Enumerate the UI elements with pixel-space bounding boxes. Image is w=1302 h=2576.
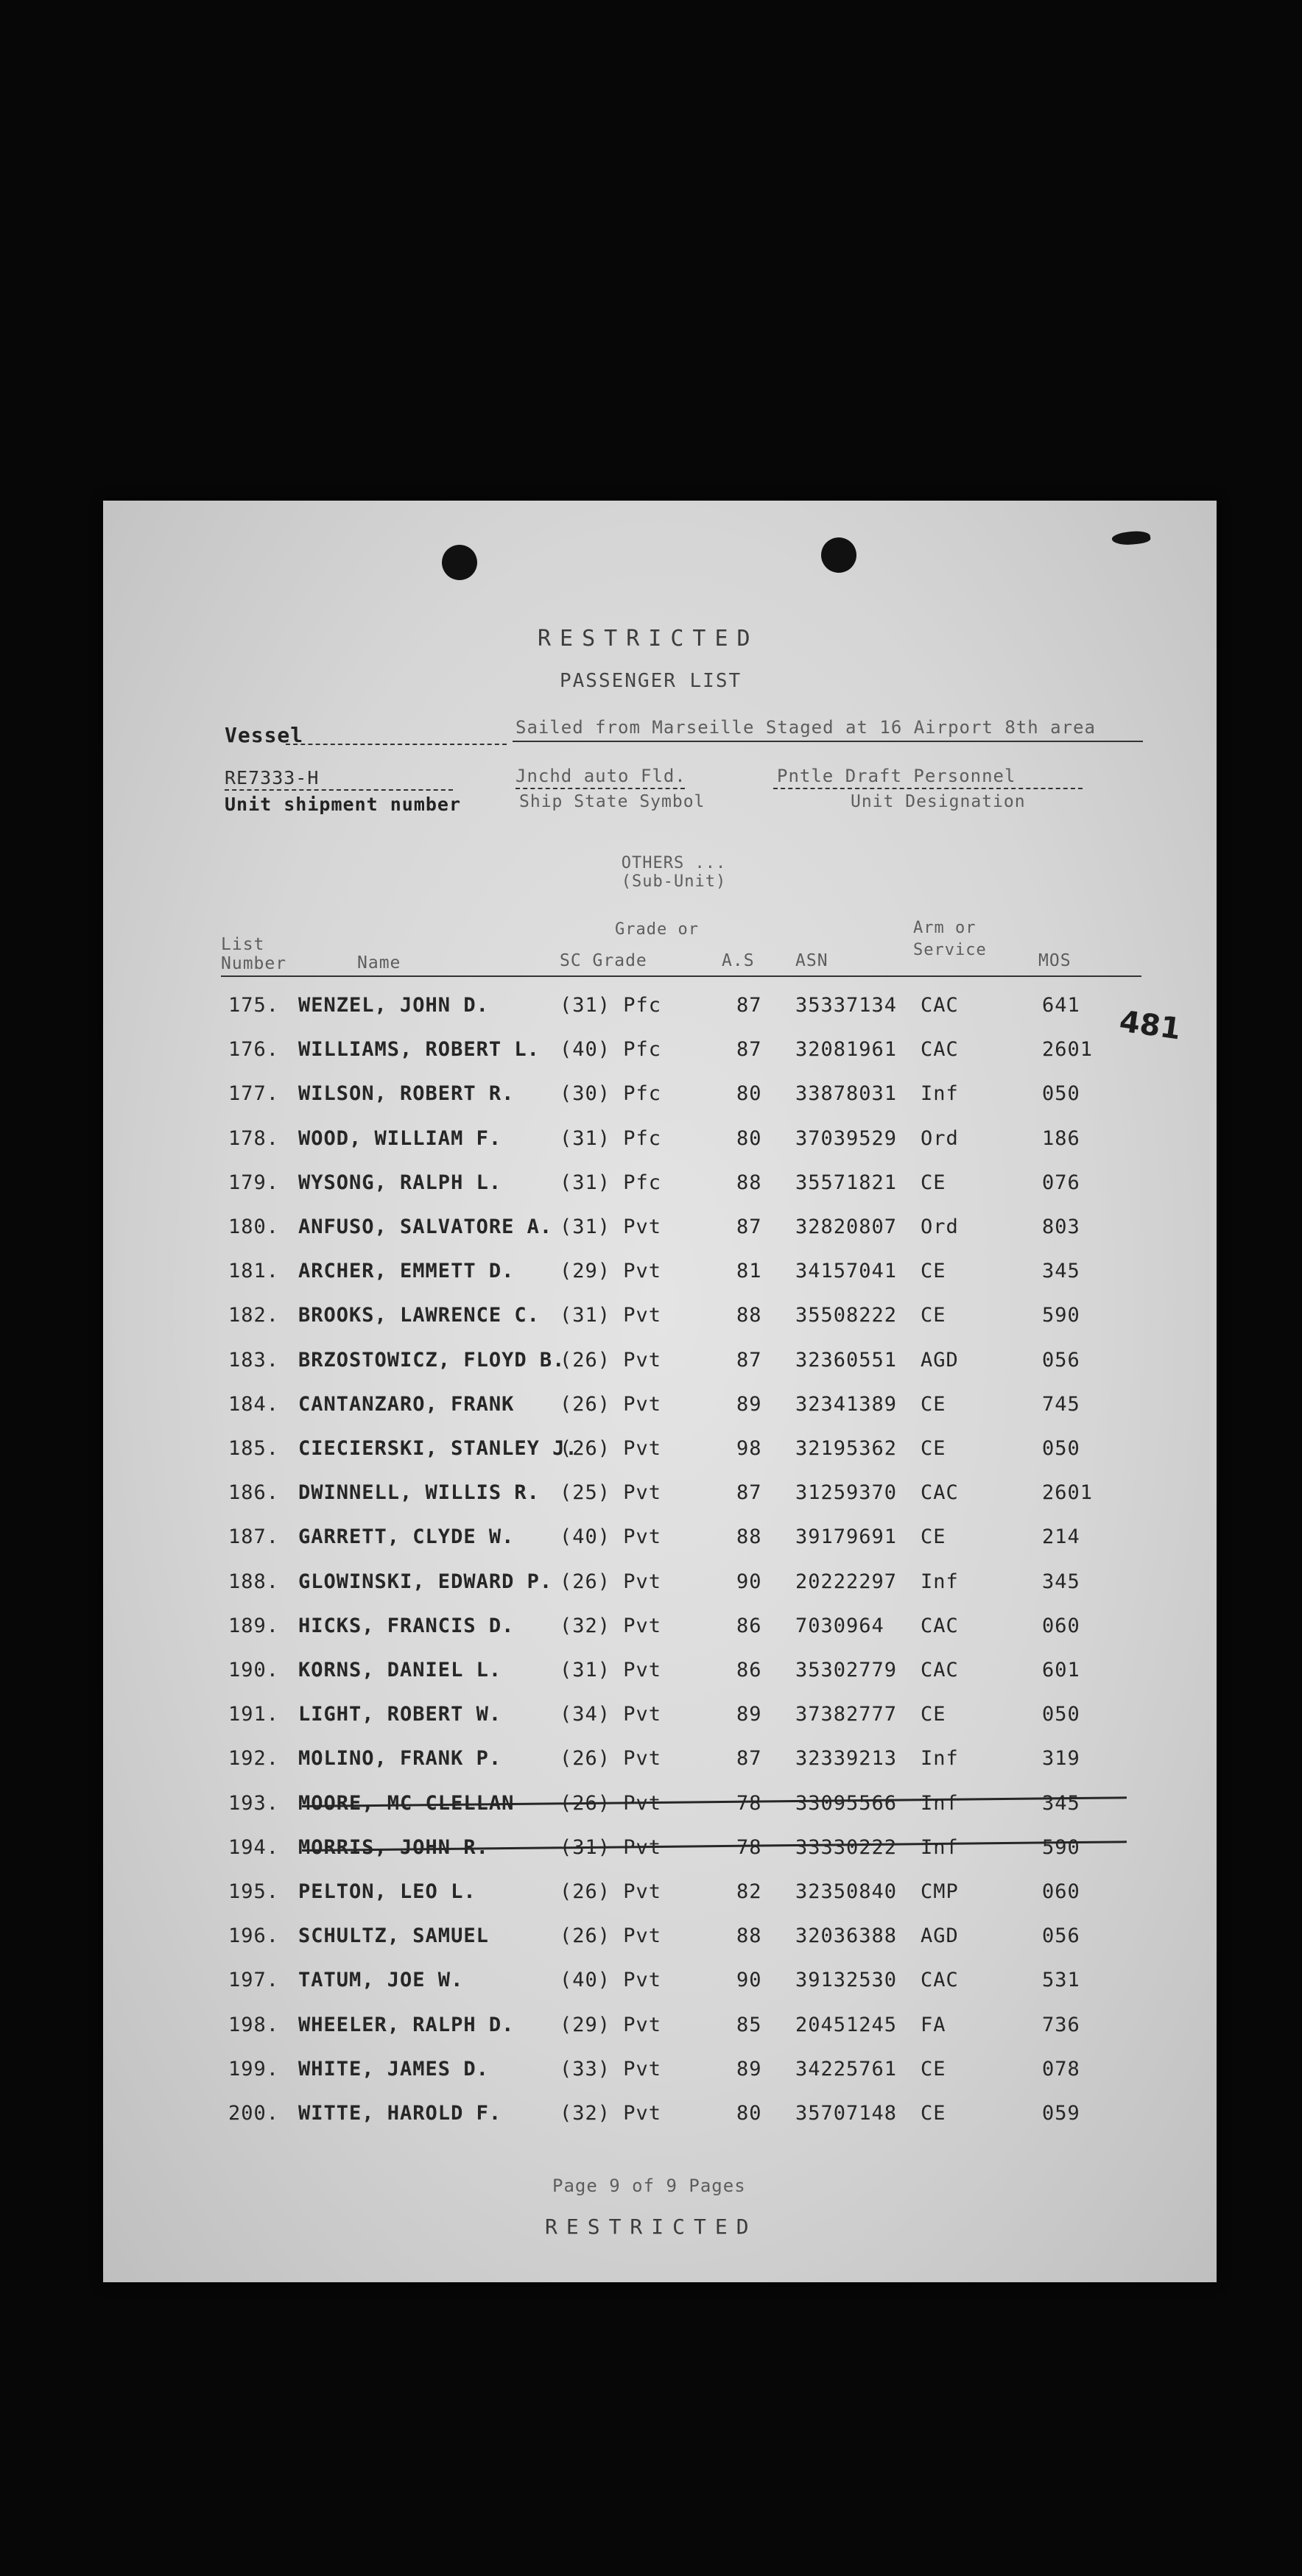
passenger-name: HICKS, FRANCIS D. xyxy=(298,1614,515,1637)
list-number: 180. xyxy=(228,1215,280,1238)
passenger-name: MOORE, MC CLELLAN xyxy=(298,1791,515,1815)
passenger-name: CANTANZARO, FRANK xyxy=(298,1392,515,1416)
grade: (26) Pvt xyxy=(560,1392,662,1416)
list-number: 179. xyxy=(228,1171,280,1194)
mos: 745 xyxy=(1042,1392,1080,1416)
serial-number: 32350840 xyxy=(795,1880,898,1903)
list-number: 185. xyxy=(228,1437,280,1460)
score: 87 xyxy=(736,994,762,1017)
passenger-name: ANFUSO, SALVATORE A. xyxy=(298,1215,553,1238)
serial-number: 35337134 xyxy=(795,994,898,1017)
passenger-name: WOOD, WILLIAM F. xyxy=(298,1126,502,1150)
arm-or-service: Inf xyxy=(921,1791,959,1815)
col-mos: MOS xyxy=(1038,951,1071,970)
passenger-name: GLOWINSKI, EDWARD P. xyxy=(298,1570,553,1593)
score: 87 xyxy=(736,1747,762,1771)
arm-or-service: CAC xyxy=(921,1969,959,1992)
list-number: 181. xyxy=(228,1260,280,1283)
list-number: 182. xyxy=(228,1304,280,1327)
score: 89 xyxy=(736,1392,762,1416)
grade: (26) Pvt xyxy=(560,1747,662,1771)
mos: 601 xyxy=(1042,1659,1080,1682)
mos: 050 xyxy=(1042,1437,1080,1460)
grade: (31) Pvt xyxy=(560,1659,662,1682)
score: 80 xyxy=(736,1126,762,1150)
passenger-name: WILSON, ROBERT R. xyxy=(298,1082,515,1106)
arm-or-service: CMP xyxy=(921,1880,959,1903)
score: 80 xyxy=(736,2102,762,2125)
passenger-name: PELTON, LEO L. xyxy=(298,1880,476,1903)
col-ags: A.S xyxy=(722,951,755,970)
list-number: 194. xyxy=(228,1835,280,1859)
arm-or-service: Ord xyxy=(921,1126,959,1150)
passenger-name: MORRIS, JOHN R. xyxy=(298,1835,489,1859)
mos: 2601 xyxy=(1042,1481,1094,1505)
grade: (31) Pfc xyxy=(560,1126,662,1150)
arm-or-service: Ord xyxy=(921,1215,959,1238)
passenger-name: GARRETT, CLYDE W. xyxy=(298,1525,515,1549)
grade: (29) Pvt xyxy=(560,1260,662,1283)
list-number: 190. xyxy=(228,1659,280,1682)
punch-hole xyxy=(821,537,856,573)
score: 82 xyxy=(736,1880,762,1903)
grade: (30) Pfc xyxy=(560,1082,662,1106)
col-list-number: List Number xyxy=(221,935,287,973)
mos: 736 xyxy=(1042,2013,1080,2036)
score: 87 xyxy=(736,1038,762,1062)
vessel-value-underline xyxy=(513,741,1143,742)
score: 90 xyxy=(736,1570,762,1593)
grade: (25) Pvt xyxy=(560,1481,662,1505)
score: 90 xyxy=(736,1969,762,1992)
score: 85 xyxy=(736,2013,762,2036)
document-title: RESTRICTED xyxy=(538,626,759,652)
serial-number: 32341389 xyxy=(795,1392,898,1416)
unit-designation-underline xyxy=(773,788,1083,789)
grade: (33) Pvt xyxy=(560,2057,662,2081)
passenger-name: KORNS, DANIEL L. xyxy=(298,1659,502,1682)
score: 87 xyxy=(736,1348,762,1372)
page-stamp-number: 481 xyxy=(1117,1004,1183,1047)
score: 88 xyxy=(736,1924,762,1948)
passenger-name: WHITE, JAMES D. xyxy=(298,2057,489,2081)
list-number: 177. xyxy=(228,1082,280,1106)
grade: (31) Pvt xyxy=(560,1835,662,1859)
passenger-name: TATUM, JOE W. xyxy=(298,1969,464,1992)
vessel-value: Sailed from Marseille Staged at 16 Airport 8th area xyxy=(515,717,1096,738)
grade: (32) Pvt xyxy=(560,2102,662,2125)
serial-number: 34157041 xyxy=(795,1260,898,1283)
passenger-name: WHEELER, RALPH D. xyxy=(298,2013,515,2036)
arm-or-service: CE xyxy=(921,2102,946,2125)
mos: 345 xyxy=(1042,1260,1080,1283)
arm-or-service: CE xyxy=(921,2057,946,2081)
state-symbol-underline xyxy=(515,788,685,789)
passenger-name: MOLINO, FRANK P. xyxy=(298,1747,502,1771)
serial-number: 37382777 xyxy=(795,1703,898,1726)
footer-restricted: RESTRICTED xyxy=(545,2215,758,2239)
score: 98 xyxy=(736,1437,762,1460)
list-number: 198. xyxy=(228,2013,280,2036)
grade: (31) Pvt xyxy=(560,1215,662,1238)
passenger-name: WILLIAMS, ROBERT L. xyxy=(298,1038,540,1062)
arm-or-service: CE xyxy=(921,1703,946,1726)
shipment-label: Unit shipment number xyxy=(225,794,462,815)
score: 89 xyxy=(736,1703,762,1726)
col-name: Name xyxy=(357,953,401,973)
arm-or-service: CAC xyxy=(921,1614,959,1637)
list-number: 189. xyxy=(228,1614,280,1637)
score: 78 xyxy=(736,1791,762,1815)
arm-or-service: Inf xyxy=(921,1835,959,1859)
document-subtitle: PASSENGER LIST xyxy=(560,670,742,692)
mos: 056 xyxy=(1042,1924,1080,1948)
grade: (40) Pvt xyxy=(560,1969,662,1992)
serial-number: 32036388 xyxy=(795,1924,898,1948)
serial-number: 35302779 xyxy=(795,1659,898,1682)
grade: (29) Pvt xyxy=(560,2013,662,2036)
score: 86 xyxy=(736,1614,762,1637)
serial-number: 32820807 xyxy=(795,1215,898,1238)
arm-or-service: CAC xyxy=(921,1481,959,1505)
score: 88 xyxy=(736,1171,762,1194)
passenger-name: WYSONG, RALPH L. xyxy=(298,1171,502,1194)
arm-or-service: Inf xyxy=(921,1570,959,1593)
serial-number: 32360551 xyxy=(795,1348,898,1372)
mos: 345 xyxy=(1042,1791,1080,1815)
grade: (26) Pvt xyxy=(560,1570,662,1593)
unit-designation: Pntle Draft Personnel xyxy=(777,766,1016,786)
serial-number: 20222297 xyxy=(795,1570,898,1593)
arm-or-service: CE xyxy=(921,1437,946,1460)
col-arm-top: Arm or xyxy=(913,919,977,937)
list-number: 183. xyxy=(228,1348,280,1372)
grade: (26) Pvt xyxy=(560,1880,662,1903)
grade: (26) Pvt xyxy=(560,1348,662,1372)
mos: 076 xyxy=(1042,1171,1080,1194)
mos: 186 xyxy=(1042,1126,1080,1150)
arm-or-service: CE xyxy=(921,1304,946,1327)
list-number: 193. xyxy=(228,1791,280,1815)
arm-or-service: CAC xyxy=(921,994,959,1017)
arm-or-service: CAC xyxy=(921,1659,959,1682)
list-number: 200. xyxy=(228,2102,280,2125)
list-number: 196. xyxy=(228,1924,280,1948)
score: 87 xyxy=(736,1215,762,1238)
arm-or-service: AGD xyxy=(921,1348,959,1372)
serial-number: 35571821 xyxy=(795,1171,898,1194)
ink-mark xyxy=(1111,529,1151,547)
serial-number: 37039529 xyxy=(795,1126,898,1150)
col-arm: Service xyxy=(913,941,987,959)
shipment-number: RE7333-H xyxy=(225,767,320,788)
passenger-name: LIGHT, ROBERT W. xyxy=(298,1703,502,1726)
list-number: 197. xyxy=(228,1969,280,1992)
score: 80 xyxy=(736,1082,762,1106)
list-number: 184. xyxy=(228,1392,280,1416)
grade: (40) Pvt xyxy=(560,1525,662,1549)
passenger-name: SCHULTZ, SAMUEL xyxy=(298,1924,489,1948)
serial-number: 7030964 xyxy=(795,1614,884,1637)
page-indicator: Page 9 of 9 Pages xyxy=(552,2176,746,2196)
state-symbol: Jnchd auto Fld. xyxy=(515,766,686,786)
mos: 059 xyxy=(1042,2102,1080,2125)
arm-or-service: CE xyxy=(921,1171,946,1194)
arm-or-service: CE xyxy=(921,1260,946,1283)
grade: (26) Pvt xyxy=(560,1924,662,1948)
grade: (31) Pfc xyxy=(560,994,662,1017)
passenger-name: BRZOSTOWICZ, FLOYD B. xyxy=(298,1348,566,1372)
passenger-name: DWINNELL, WILLIS R. xyxy=(298,1481,540,1505)
passenger-name: CIECIERSKI, STANLEY J. xyxy=(298,1437,578,1460)
group-title: OTHERS ... (Sub-Unit) xyxy=(621,854,727,891)
list-number: 176. xyxy=(228,1038,280,1062)
grade: (26) Pvt xyxy=(560,1437,662,1460)
serial-number: 39132530 xyxy=(795,1969,898,1992)
punch-hole xyxy=(442,545,477,580)
vessel-label: Vessel xyxy=(225,723,304,747)
serial-number: 33330222 xyxy=(795,1835,898,1859)
grade: (31) Pfc xyxy=(560,1171,662,1194)
mos: 531 xyxy=(1042,1969,1080,1992)
arm-or-service: FA xyxy=(921,2013,946,2036)
header-rule xyxy=(221,975,1141,977)
grade: (32) Pvt xyxy=(560,1614,662,1637)
serial-number: 20451245 xyxy=(795,2013,898,2036)
col-grade: SC Grade xyxy=(560,951,647,970)
arm-or-service: Inf xyxy=(921,1082,959,1106)
score: 78 xyxy=(736,1835,762,1859)
list-number: 192. xyxy=(228,1747,280,1771)
serial-number: 35707148 xyxy=(795,2102,898,2125)
score: 87 xyxy=(736,1481,762,1505)
score: 86 xyxy=(736,1659,762,1682)
list-number: 186. xyxy=(228,1481,280,1505)
list-number: 188. xyxy=(228,1570,280,1593)
list-number: 175. xyxy=(228,994,280,1017)
arm-or-service: CE xyxy=(921,1525,946,1549)
passenger-name: BROOKS, LAWRENCE C. xyxy=(298,1304,540,1327)
mos: 641 xyxy=(1042,994,1080,1017)
col-asn: ASN xyxy=(795,951,828,970)
arm-or-service: CAC xyxy=(921,1038,959,1062)
grade: (26) Pvt xyxy=(560,1791,662,1815)
grade: (31) Pvt xyxy=(560,1304,662,1327)
arm-or-service: Inf xyxy=(921,1747,959,1771)
serial-number: 39179691 xyxy=(795,1525,898,1549)
list-number: 199. xyxy=(228,2057,280,2081)
shipment-underline xyxy=(225,789,453,791)
col-grade-top: Grade or xyxy=(615,920,699,939)
mos: 078 xyxy=(1042,2057,1080,2081)
grade: (34) Pvt xyxy=(560,1703,662,1726)
serial-number: 35508222 xyxy=(795,1304,898,1327)
mos: 214 xyxy=(1042,1525,1080,1549)
arm-or-service: AGD xyxy=(921,1924,959,1948)
arm-or-service: CE xyxy=(921,1392,946,1416)
score: 88 xyxy=(736,1525,762,1549)
unit-designation-label: Unit Designation xyxy=(851,792,1026,811)
list-number: 178. xyxy=(228,1126,280,1150)
mos: 345 xyxy=(1042,1570,1080,1593)
passenger-name: WITTE, HAROLD F. xyxy=(298,2102,502,2125)
mos: 050 xyxy=(1042,1082,1080,1106)
serial-number: 32339213 xyxy=(795,1747,898,1771)
mos: 590 xyxy=(1042,1835,1080,1859)
mos: 319 xyxy=(1042,1747,1080,1771)
score: 88 xyxy=(736,1304,762,1327)
mos: 803 xyxy=(1042,1215,1080,1238)
score: 81 xyxy=(736,1260,762,1283)
mos: 050 xyxy=(1042,1703,1080,1726)
mos: 056 xyxy=(1042,1348,1080,1372)
mos: 590 xyxy=(1042,1304,1080,1327)
passenger-name: ARCHER, EMMETT D. xyxy=(298,1260,515,1283)
document-page xyxy=(103,501,1217,2282)
list-number: 191. xyxy=(228,1703,280,1726)
mos: 060 xyxy=(1042,1880,1080,1903)
grade: (40) Pfc xyxy=(560,1038,662,1062)
list-number: 195. xyxy=(228,1880,280,1903)
vessel-underline xyxy=(286,744,507,745)
mos: 2601 xyxy=(1042,1038,1094,1062)
serial-number: 32195362 xyxy=(795,1437,898,1460)
list-number: 187. xyxy=(228,1525,280,1549)
serial-number: 33878031 xyxy=(795,1082,898,1106)
serial-number: 34225761 xyxy=(795,2057,898,2081)
state-symbol-label: Ship State Symbol xyxy=(519,792,705,811)
score: 89 xyxy=(736,2057,762,2081)
mos: 060 xyxy=(1042,1614,1080,1637)
passenger-name: WENZEL, JOHN D. xyxy=(298,994,489,1017)
serial-number: 31259370 xyxy=(795,1481,898,1505)
serial-number: 33095566 xyxy=(795,1791,898,1815)
serial-number: 32081961 xyxy=(795,1038,898,1062)
